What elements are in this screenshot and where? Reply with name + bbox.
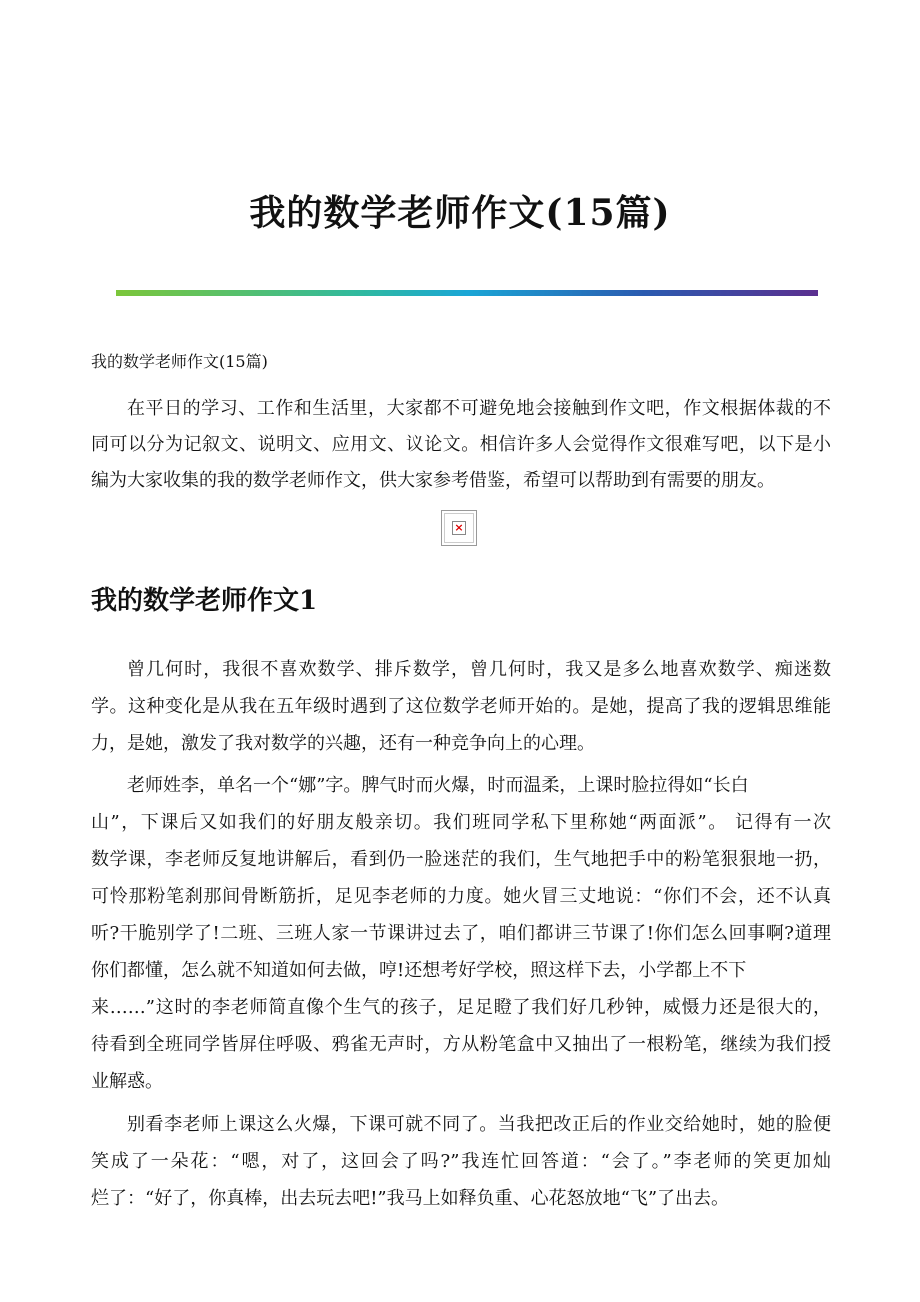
paragraph-line: 烂了：“好了，你真棒，出去玩去吧!”我马上如释负重、心花怒放地“飞”了出去。	[91, 1188, 730, 1209]
paragraph-line: 业解惑。	[91, 1071, 163, 1092]
paragraph-line: 来……”这时的李老师简直像个生气的孩子，足足瞪了我们好几秒钟，威慑力还是很大的，	[91, 997, 831, 1018]
paragraph-line: 山”，下课后又如我们的好朋友般亲切。我们班同学私下里称她“两面派”。 记得有一次	[91, 812, 831, 833]
broken-image-placeholder	[441, 510, 477, 546]
paragraph-line: 听?干脆别学了!二班、三班人家一节课讲过去了，咱们都讲三节课了!你们怎么回事啊?道理	[91, 923, 831, 944]
paragraph-line: 数学课，李老师反复地讲解后，看到仍一脸迷茫的我们，生气地把手中的粉笔狠狠地一扔，	[91, 849, 831, 870]
broken-image-icon: ×	[452, 521, 466, 535]
intro-line: 在平日的学习、工作和生活里，大家都不可避免地会接触到作文吧，作文根据体裁的不	[127, 398, 831, 419]
intro-line: 编为大家收集的我的数学老师作文，供大家参考借鉴，希望可以帮助到有需要的朋友。	[91, 470, 775, 491]
paragraph-line: 学。这种变化是从我在五年级时遇到了这位数学老师开始的。是她，提高了我的逻辑思维能	[91, 696, 831, 717]
paragraph-line: 笑成了一朵花：“嗯，对了，这回会了吗?”我连忙回答道：“会了。”李老师的笑更加灿	[91, 1151, 831, 1172]
paragraph-line: 老师姓李，单名一个“娜”字。脾气时而火爆，时而温柔，上课时脸拉得如“长白	[127, 775, 749, 796]
intro-line: 同可以分为记叙文、说明文、应用文、议论文。相信许多人会觉得作文很难写吧，以下是小	[91, 434, 831, 455]
section-heading: 我的数学老师作文1	[91, 586, 318, 616]
paragraph-line: 你们都懂，怎么就不知道如何去做，哼!还想考好学校，照这样下去，小学都上不下	[91, 960, 747, 981]
paragraph-line: 可怜那粉笔刹那间骨断筋折，足见李老师的力度。她火冒三丈地说：“你们不会，还不认真	[91, 886, 831, 907]
paragraph-line: 曾几何时，我很不喜欢数学、排斥数学，曾几何时，我又是多么地喜欢数学、痴迷数	[127, 659, 831, 680]
paragraph-line: 力，是她，激发了我对数学的兴趣，还有一种竞争向上的心理。	[91, 733, 595, 754]
gradient-divider	[116, 290, 818, 296]
paragraph-line: 待看到全班同学皆屏住呼吸、鸦雀无声时，方从粉笔盒中又抽出了一根粉笔，继续为我们授	[91, 1034, 831, 1055]
document-title: 我的数学老师作文(15篇)	[249, 192, 671, 234]
document-subtitle: 我的数学老师作文(15篇)	[91, 352, 268, 371]
paragraph-line: 别看李老师上课这么火爆，下课可就不同了。当我把改正后的作业交给她时，她的脸便	[127, 1114, 831, 1135]
